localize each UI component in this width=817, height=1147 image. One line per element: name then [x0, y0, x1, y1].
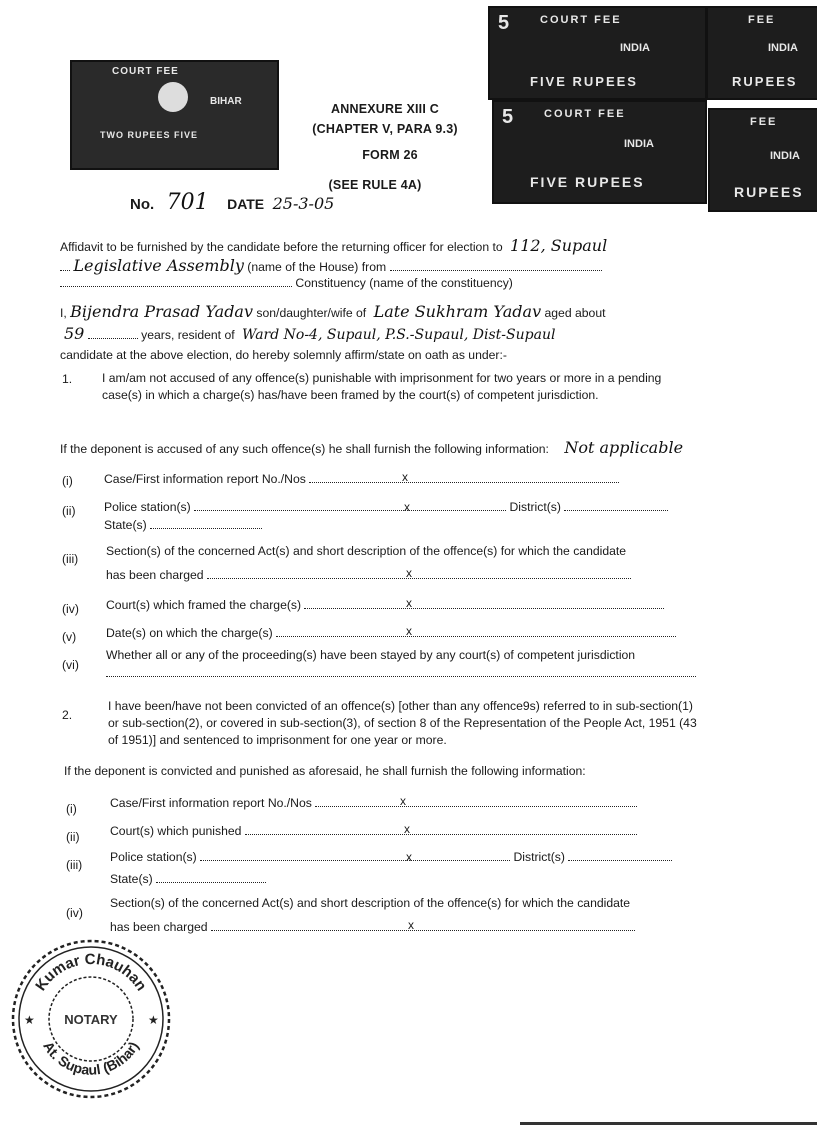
- stamp-bottom-text: TWO RUPEES FIVE: [100, 130, 199, 140]
- intro-line-1: [60, 238, 607, 255]
- para1-item-iv: [106, 598, 664, 613]
- intro-text-1: Affidavit to be furnished by the candidate before the returning officer for election to: [60, 240, 503, 254]
- stamp-bottom-text: RUPEES: [732, 74, 798, 89]
- star-icon: ★: [148, 1013, 159, 1027]
- para1-item-i-num: (i): [62, 474, 73, 488]
- serial-date-value: 25-3-05: [272, 194, 335, 213]
- cross-mark: x: [404, 822, 410, 836]
- para2-item-ii-num: (ii): [66, 830, 80, 844]
- item-label: Police station(s): [110, 850, 197, 864]
- item-label-charged: has been charged: [110, 920, 208, 934]
- para1-item-iii: Section(s) of the concerned Act(s) and short description of the offence(s) for which the candidate: [106, 544, 627, 558]
- annexure-title: ANNEXURE XIII C: [331, 102, 439, 116]
- court-fee-stamp-1: [488, 6, 707, 100]
- deponent-name-handwritten: Bijendra Prasad Yadav: [70, 302, 254, 321]
- notary-place: [40, 1038, 142, 1077]
- cross-mark: x: [402, 470, 408, 484]
- item-label: Date(s) on which the charge(s): [106, 626, 273, 640]
- para2-number: 2.: [62, 708, 73, 722]
- notary-seal: [8, 936, 174, 1102]
- item-label-state: State(s): [104, 518, 147, 532]
- para1-item-iv-num: (iv): [62, 602, 79, 616]
- intro-line-6: candidate at the above election, do hereby solemnly affirm/state on oath as under:-: [60, 348, 507, 362]
- stamp-mid-text: INDIA: [620, 42, 650, 54]
- item-label: Case/First information report No./Nos: [104, 472, 306, 486]
- cross-mark: x: [406, 850, 412, 864]
- para1-item-vi-num: (vi): [62, 658, 79, 672]
- intro-line-3: [60, 276, 513, 291]
- cross-mark: x: [404, 500, 410, 514]
- para1-text: I am/am not accused of any offence(s) punishable with imprisonment for two years or more in a pending case(s) in which a charge(s) has/have been framed by the court(s) of competent jurisdiction.: [102, 371, 662, 402]
- para1-item-i: [104, 472, 619, 487]
- para2-item-iv-line2: [110, 920, 635, 935]
- bihar-court-fee-stamp: [70, 60, 279, 170]
- para2-item-i-num: (i): [66, 802, 77, 816]
- para2-item-iv: Section(s) of the concerned Act(s) and short description of the offence(s) for which the candidate: [110, 896, 631, 910]
- serial-date-label: DATE: [227, 196, 265, 212]
- para2-text: I have been/have not been convicted of an offence(s) [other than any offence9s) referred to in sub-section(1) or sub-section(2), or covered in sub-section(3), of section 8 of the Representation of the People Act, 1951 (43 of 1951)] and sentenced to imprisonment for one year or more.: [108, 699, 697, 747]
- intro-line-2: [60, 258, 602, 275]
- stamp-top-text: FEE: [750, 116, 778, 128]
- para1-item-iii-line2: [106, 568, 631, 583]
- para1-item-v-num: (v): [62, 630, 77, 644]
- cross-mark: x: [406, 566, 412, 580]
- para1-item-iii-num: (iii): [62, 552, 79, 566]
- stamp-top-text: COURT FEE: [544, 108, 626, 120]
- stamp-mid-text: INDIA: [624, 138, 654, 150]
- address-handwritten: Ward No-4, Supaul, P.S.-Supaul, Dist-Supaul: [242, 327, 556, 343]
- star-icon: ★: [24, 1013, 35, 1027]
- notary-center-text: NOTARY: [64, 1012, 118, 1027]
- stamp-top-text: COURT FEE: [112, 66, 179, 77]
- house-handwritten: Legislative Assembly: [73, 256, 244, 275]
- intro-text-4c: aged about: [544, 306, 606, 320]
- chapter-ref: (CHAPTER V, PARA 9.3): [312, 122, 458, 136]
- para2-item-ii: [110, 824, 637, 839]
- rule-ref: (SEE RULE 4A): [328, 178, 422, 192]
- scan-edge-line: [520, 1122, 817, 1125]
- item-label: Court(s) which punished: [110, 824, 242, 838]
- para1-item-ii-state: [104, 518, 262, 533]
- para1-item-vi-dots: [106, 676, 696, 677]
- serial-number-field: [130, 190, 334, 215]
- stamp-denomination: 5: [498, 12, 510, 34]
- stamp-mid-text: INDIA: [768, 42, 798, 54]
- para2-item-iv-num: (iv): [66, 906, 83, 920]
- para1-item-ii-num: (ii): [62, 504, 76, 518]
- cross-mark: x: [400, 794, 406, 808]
- item-label-district: District(s): [509, 500, 561, 514]
- intro-text-2: (name of the House) from: [247, 260, 387, 274]
- item-label-district: District(s): [513, 850, 565, 864]
- para2-item-iii-state: [110, 872, 266, 887]
- stamp-top-text: COURT FEE: [540, 14, 622, 26]
- stamp-mid-text: BIHAR: [210, 96, 242, 107]
- cross-mark: x: [406, 596, 412, 610]
- intro-text-3: Constituency (name of the constituency): [295, 276, 513, 290]
- intro-line-4: [60, 304, 606, 321]
- para2-item-iii: [110, 850, 672, 865]
- para2-item-iii-num: (iii): [66, 858, 83, 872]
- para1-item-v: [106, 626, 676, 641]
- father-name-handwritten: Late Sukhram Yadav: [373, 302, 542, 321]
- para2-item-i: [110, 796, 637, 811]
- form-number: FORM 26: [362, 148, 418, 162]
- para1-info-text: If the deponent is accused of any such offence(s) he shall furnish the following information:: [60, 442, 549, 456]
- stamp-denomination: 5: [502, 106, 514, 128]
- para1-info-line: [60, 440, 683, 457]
- item-label-charged: has been charged: [106, 568, 204, 582]
- para2-info-line: If the deponent is convicted and punished as aforesaid, he shall furnish the following information:: [64, 764, 586, 778]
- cross-mark: x: [406, 624, 412, 638]
- item-label: Court(s) which framed the charge(s): [106, 598, 302, 612]
- court-fee-stamp-4: [708, 108, 817, 212]
- intro-text-4b: son/daughter/wife of: [256, 306, 367, 320]
- para1-item-vi: Whether all or any of the proceeding(s) have been stayed by any court(s) of competent jurisdiction: [106, 648, 636, 662]
- item-label: Police station(s): [104, 500, 191, 514]
- item-label: Case/First information report No./Nos: [110, 796, 312, 810]
- not-applicable-handwritten: Not applicable: [564, 438, 684, 457]
- serial-no-label: No.: [130, 196, 155, 213]
- intro-line-5: [64, 326, 555, 343]
- notary-place-text: At. Supaul (Bihar): [40, 1038, 142, 1078]
- notary-name: [32, 951, 149, 994]
- notary-name-text: Kumar Chauhan: [32, 950, 150, 995]
- para1-item-ii: [104, 500, 668, 515]
- intro-text-4a: I,: [60, 306, 67, 320]
- serial-no-value: 701: [166, 190, 209, 215]
- stamp-bottom-text: RUPEES: [734, 184, 804, 200]
- court-fee-stamp-2: [706, 6, 817, 100]
- para1-number: 1.: [62, 372, 73, 386]
- stamp-bottom-text: FIVE RUPEES: [530, 174, 645, 190]
- stamp-mid-text: INDIA: [770, 150, 800, 162]
- constituency-handwritten: 112, Supaul: [510, 236, 608, 255]
- stamp-bottom-text: FIVE RUPEES: [530, 74, 638, 89]
- stamp-top-text: FEE: [748, 14, 776, 26]
- court-fee-stamp-3: [492, 100, 707, 204]
- item-label-state: State(s): [110, 872, 153, 886]
- age-handwritten: 59: [64, 324, 85, 343]
- intro-text-5a: years, resident of: [141, 328, 235, 342]
- cross-mark: x: [408, 918, 414, 932]
- emblem-icon: [158, 82, 188, 112]
